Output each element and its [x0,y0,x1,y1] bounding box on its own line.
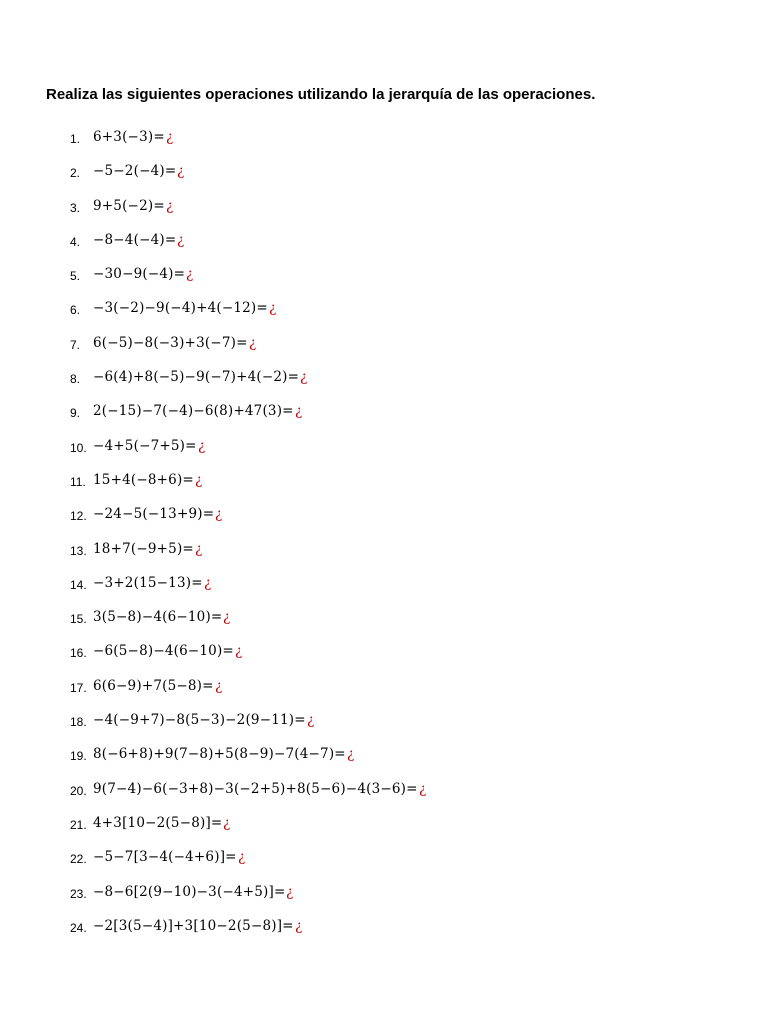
problem-item [0,537,700,571]
problem-expression: −6(5−8)−4(6−10)= [93,643,234,660]
answer-mark: ¿ [195,540,203,557]
problem-expression: 4+3[10−2(5−8)]= [93,814,223,831]
answer-mark: ¿ [419,780,427,797]
problem-expression: 6(6−9)+7(5−8)= [93,677,214,694]
problem-expression: 18+7(−9+5)= [93,540,194,557]
problem-expression: −24−5(−13+9)= [93,506,215,523]
problem-item [0,811,700,845]
answer-mark: ¿ [249,334,257,351]
problem-number: 17. [70,680,87,695]
answer-mark: ¿ [215,506,223,523]
answer-mark: ¿ [286,883,294,900]
problem-number: 4. [70,234,81,249]
answer-mark: ¿ [198,437,206,454]
problem-number: 1. [70,132,81,146]
problem-expression: −3(−2)−9(−4)+4(−12)= [93,300,268,317]
problem-item [0,434,700,468]
problem-expression: −2[3(5−4)]+3[10−2(5−8)]= [93,917,294,934]
problem-number: 10. [70,440,87,455]
problem-item [0,331,700,365]
problem-number: 19. [70,749,87,764]
answer-mark: ¿ [223,609,231,626]
problem-expression: −3+2(15−13)= [93,574,203,591]
answer-mark: ¿ [300,369,308,386]
answer-mark: ¿ [295,917,303,934]
answer-mark: ¿ [177,231,185,248]
answer-mark: ¿ [195,471,203,488]
problem-expression: −4+5(−7+5)= [93,437,197,454]
problem-number: 18. [70,715,87,730]
problem-expression: 8(−6+8)+9(7−8)+5(8−9)−7(4−7)= [93,746,346,763]
problem-expression: 9+5(−2)= [93,197,165,214]
problem-number: 15. [70,612,87,627]
problem-item [0,571,700,605]
problem-number: 3. [70,200,81,215]
problem-number: 24. [70,920,87,935]
problem-item [0,194,700,228]
answer-mark: ¿ [166,129,174,145]
answer-mark: ¿ [177,163,185,180]
problem-number: 21. [70,817,87,832]
problem-expression: 6+3(−3)= [93,129,165,145]
problem-expression: 9(7−4)−6(−3+8)−3(−2+5)+8(5−6)−4(3−6)= [93,780,418,797]
problem-item [0,708,700,742]
problem-item [0,296,700,330]
problem-item [0,365,700,399]
problem-number: 8. [70,372,81,387]
problem-item [0,880,700,914]
answer-mark: ¿ [215,677,223,694]
problem-number: 7. [70,337,81,352]
problem-expression: −6(4)+8(−5)−9(−7)+4(−2)= [93,369,300,386]
problem-item [0,845,700,879]
problem-expression: −8−4(−4)= [93,231,177,248]
problem-item [0,639,700,673]
answer-mark: ¿ [204,574,212,591]
problem-number: 16. [70,646,87,661]
answer-mark: ¿ [347,746,355,763]
answer-mark: ¿ [186,266,194,283]
problem-expression: −4(−9+7)−8(5−3)−2(9−11)= [93,712,306,729]
problem-number: 5. [70,269,81,284]
problem-expression: −8−6[2(9−10)−3(−4+5)]= [93,883,286,900]
problem-item [0,674,700,708]
problem-number: 6. [70,303,81,318]
answer-mark: ¿ [269,300,277,317]
problem-item [0,125,700,159]
problem-expression: 3(5−8)−4(6−10)= [93,609,223,626]
problem-expression: −5−7[3−4(−4+6)]= [93,849,237,866]
problem-number: 11. [70,474,86,489]
problem-item [0,468,700,502]
problem-expression: −30−9(−4)= [93,266,186,283]
problem-number: 23. [70,886,87,901]
answer-mark: ¿ [235,643,243,660]
problem-item [0,914,700,948]
problem-item [0,228,700,262]
problem-number: 2. [70,166,81,181]
problem-number: 20. [70,783,87,798]
problem-number: 22. [70,852,87,867]
answer-mark: ¿ [238,849,246,866]
answer-mark: ¿ [295,403,303,420]
answer-mark: ¿ [223,814,231,831]
problem-expression: 6(−5)−8(−3)+3(−7)= [93,334,248,351]
problem-item [0,777,700,811]
problem-expression: −5−2(−4)= [93,163,177,180]
instructions-heading: Realiza las siguientes operaciones utilizando la jerarquía de las operaciones. [46,86,596,103]
problem-number: 12. [70,509,87,524]
problem-item [0,399,700,433]
problem-number: 9. [70,406,81,421]
problem-list [0,125,700,948]
problem-expression: 2(−15)−7(−4)−6(8)+47(3)= [93,403,294,420]
problem-item [0,742,700,776]
problem-item [0,605,700,639]
problem-item [0,159,700,193]
problem-expression: 15+4(−8+6)= [93,471,194,488]
answer-mark: ¿ [166,197,174,214]
problem-number: 14. [70,577,87,592]
problem-item [0,262,700,296]
problem-item [0,502,700,536]
answer-mark: ¿ [307,712,315,729]
problem-number: 13. [70,543,87,558]
